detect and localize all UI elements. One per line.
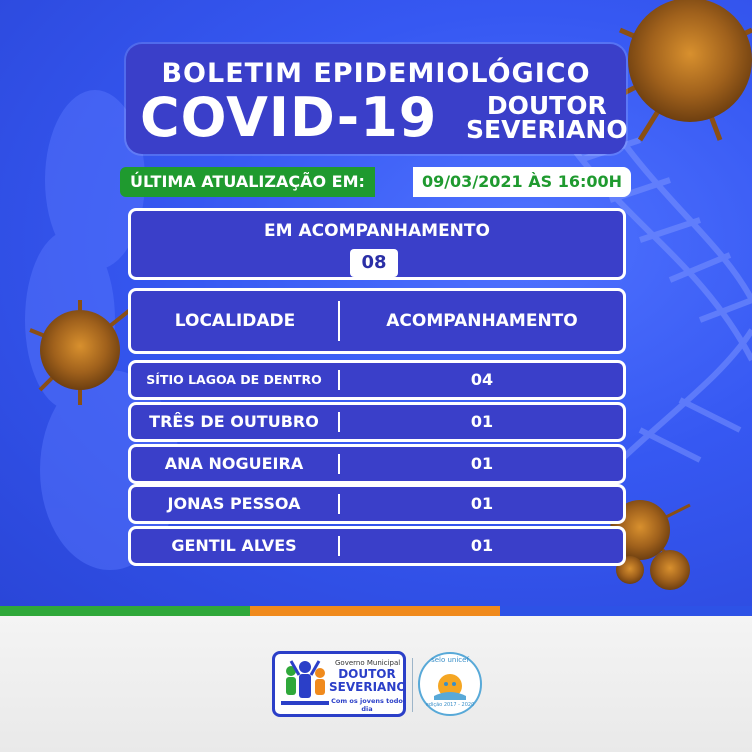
- municipality-logo: [272, 651, 406, 717]
- logo-slogan: Com os jovens todo dia: [331, 697, 403, 713]
- row-location: TRÊS DE OUTUBRO: [149, 412, 319, 431]
- family-icon: [277, 657, 333, 713]
- table-row: [128, 360, 626, 400]
- unicef-seal: [418, 652, 482, 716]
- logo-city-line1: DOUTOR: [338, 667, 396, 681]
- row-location: ANA NOGUEIRA: [164, 454, 304, 473]
- row-count: 01: [470, 454, 494, 473]
- table-row: [128, 444, 626, 484]
- table-row: [128, 402, 626, 442]
- header-monitoring: ACOMPANHAMENTO: [386, 311, 578, 331]
- table-row: [128, 526, 626, 566]
- update-label: ÚLTIMA ATUALIZAÇÃO EM:: [120, 167, 375, 197]
- government-label: Governo Municipal: [335, 659, 401, 667]
- header-divider: [338, 301, 340, 341]
- stripe-blue: [500, 606, 752, 616]
- row-divider: [338, 454, 340, 474]
- table-row: [128, 484, 626, 524]
- row-divider: [338, 370, 340, 390]
- row-count: 04: [470, 370, 494, 389]
- seal-bottom-text: edição 2017 - 2020: [425, 702, 475, 708]
- virus-top-right: [610, 0, 752, 140]
- logo-city-line2: SEVERIANO: [329, 680, 407, 694]
- page-title: BOLETIM EPIDEMIOLÓGICO: [161, 58, 591, 89]
- monitoring-label: EM ACOMPANHAMENTO: [264, 221, 490, 241]
- row-divider: [338, 536, 340, 556]
- row-count: 01: [470, 494, 494, 513]
- stripe-green: [0, 606, 250, 616]
- row-location: SÍTIO LAGOA DE DENTRO: [146, 372, 322, 387]
- seal-top-text: selo unicef: [431, 656, 469, 664]
- city-name-line1: DOUTOR: [486, 91, 607, 120]
- title-box: [126, 44, 626, 154]
- table-header: [128, 288, 626, 354]
- row-location: GENTIL ALVES: [171, 536, 297, 555]
- row-divider: [338, 494, 340, 514]
- header-location: LOCALIDADE: [174, 311, 296, 331]
- stripe-orange: [250, 606, 500, 616]
- row-location: JONAS PESSOA: [167, 494, 301, 513]
- row-count: 01: [470, 536, 494, 555]
- city-name: [466, 91, 628, 144]
- logo-divider: [412, 658, 413, 712]
- row-divider: [338, 412, 340, 432]
- city-name-line2: SEVERIANO: [466, 115, 628, 144]
- row-count: 01: [470, 412, 494, 431]
- monitoring-count: 08: [350, 249, 398, 277]
- logo-city-name: [329, 668, 405, 694]
- covid-title: COVID-19: [140, 86, 438, 149]
- update-date: 09/03/2021 ÀS 16:00H: [413, 167, 631, 197]
